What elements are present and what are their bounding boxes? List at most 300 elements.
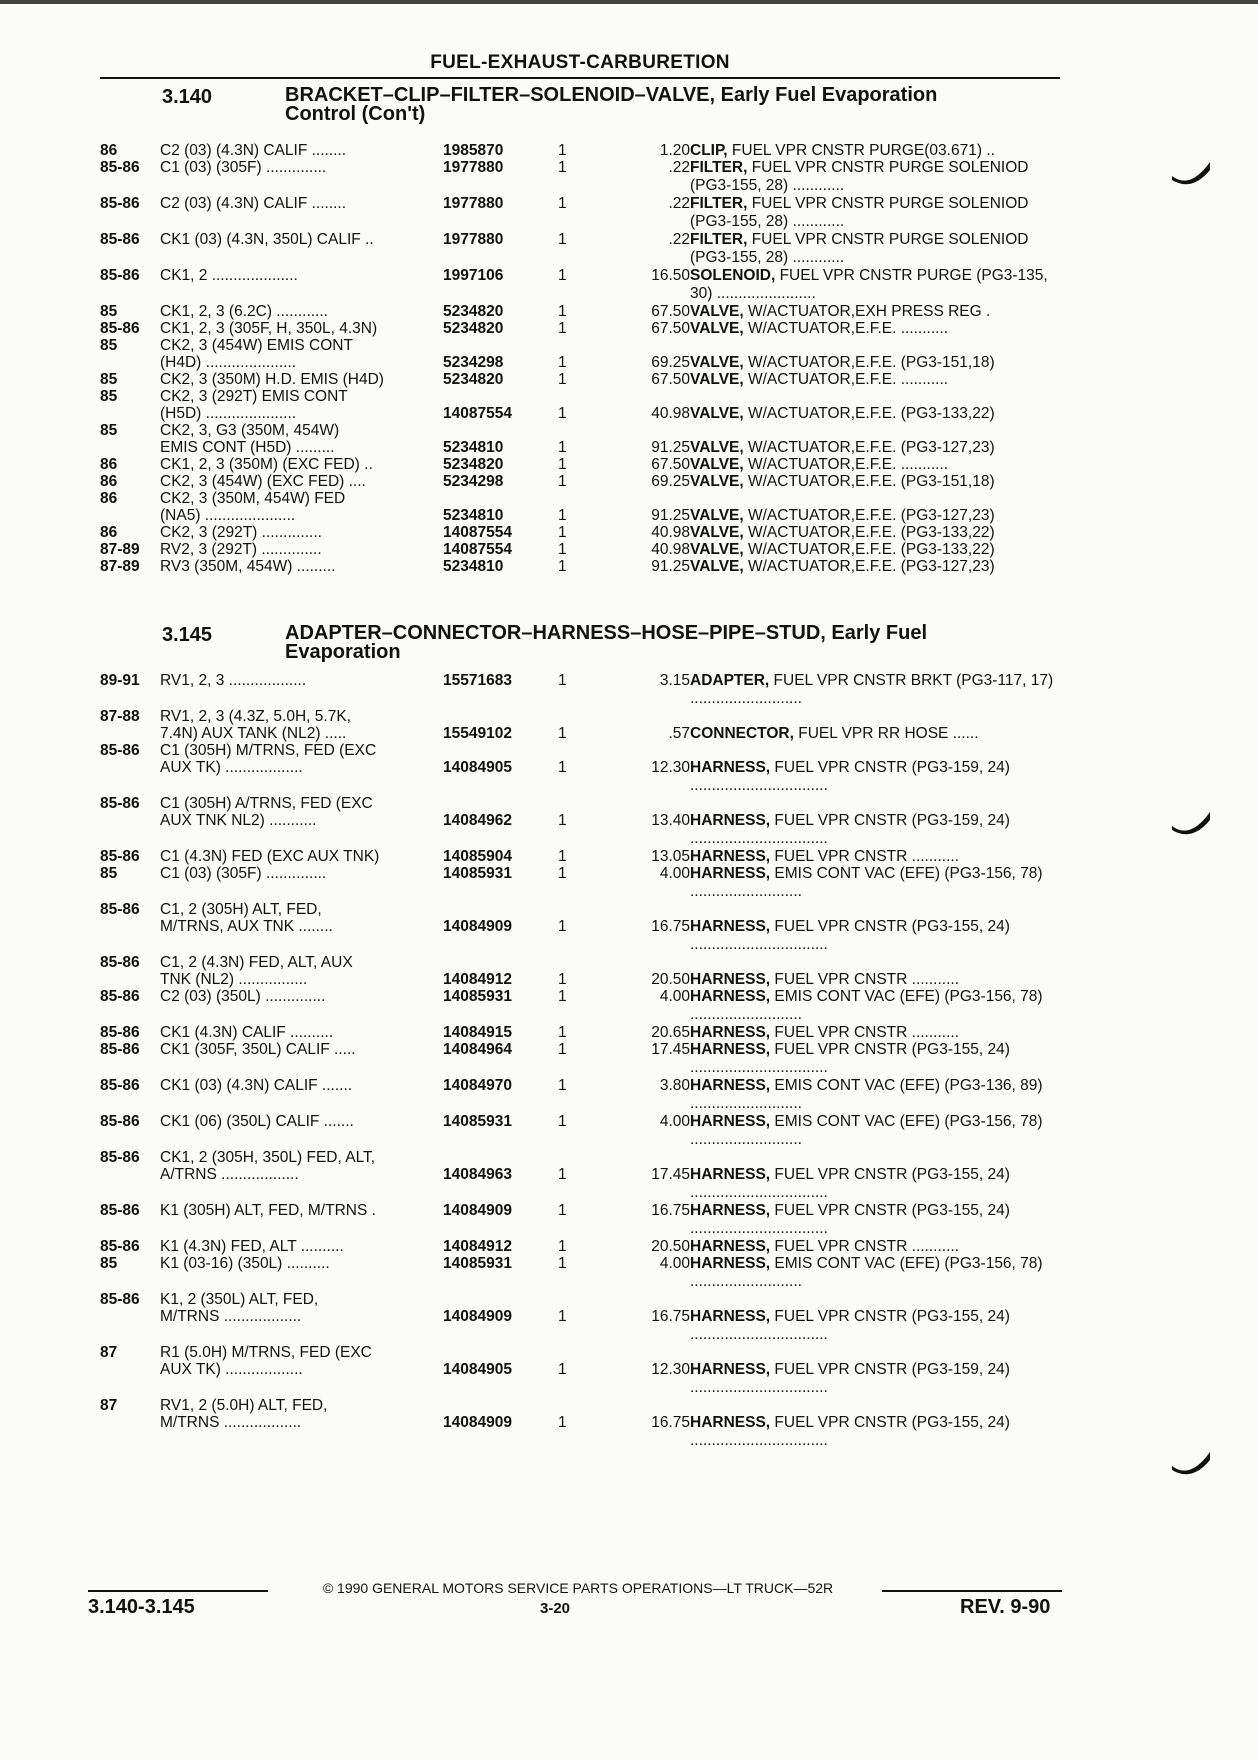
part-name-cell	[690, 1202, 1060, 1238]
part-name-detail: W/ACTUATOR,EXH PRESS REG .	[743, 303, 991, 320]
part-name-detail: FUEL VPR CNSTR (PG3-155, 24) ................................	[690, 1166, 1010, 1201]
model-description-cell: CK1 (4.3N) CALIF ..........	[160, 1024, 334, 1041]
model-description-cell: C1 (305H) M/TRNS, FED (EXC	[160, 742, 377, 759]
part-name-keyword: FILTER,	[690, 159, 748, 176]
part-name-keyword: HARNESS,	[690, 1361, 771, 1378]
part-row	[100, 971, 1060, 988]
part-name-cell	[690, 439, 1060, 457]
part-row	[100, 795, 1060, 812]
quantity-cell: 1	[558, 524, 567, 541]
model-description-cell: CK1 (305F, 350L) CALIF .....	[160, 1041, 356, 1058]
model-description-cell: RV1, 2 (5.0H) ALT, FED,	[160, 1397, 328, 1414]
part-name-keyword: HARNESS,	[690, 812, 771, 829]
model-description-cell: 7.4N) AUX TANK (NL2) .....	[160, 725, 347, 742]
part-number-cell: 5234820	[443, 320, 504, 337]
price-cell: 20.65	[651, 1024, 690, 1041]
part-number-cell: 14084970	[443, 1077, 512, 1094]
part-name-keyword: CONNECTOR,	[690, 725, 794, 742]
section-number: 3.145	[162, 624, 213, 646]
year-cell: 87-89	[100, 558, 140, 575]
year-cell: 85	[100, 388, 118, 405]
part-name-detail: W/ACTUATOR,E.F.E. ...........	[743, 371, 949, 388]
part-row	[100, 142, 1060, 159]
part-number-cell: 15571683	[443, 672, 512, 689]
part-name-cell	[690, 159, 1060, 195]
part-row	[100, 439, 1060, 456]
model-description-cell: C1, 2 (4.3N) FED, ALT, AUX	[160, 954, 353, 971]
part-name-keyword: HARNESS,	[690, 865, 771, 882]
part-number-cell: 14085904	[443, 848, 512, 865]
part-name-detail: FUEL VPR CNSTR (PG3-155, 24) ................................	[690, 1414, 1010, 1449]
part-name-detail: W/ACTUATOR,E.F.E. (PG3-127,23)	[743, 507, 995, 524]
part-row	[100, 405, 1060, 422]
part-name-cell	[690, 371, 1060, 389]
price-cell: 67.50	[651, 303, 690, 320]
model-description-cell: AUX TK) ..................	[160, 1361, 303, 1378]
part-number-cell: 1985870	[443, 142, 504, 159]
part-name-cell	[690, 672, 1060, 708]
binder-ring-mark-icon	[1170, 160, 1212, 190]
part-name-cell	[690, 456, 1060, 474]
model-description-cell: RV1, 2, 3 (4.3Z, 5.0H, 5.7K,	[160, 708, 351, 725]
part-row	[100, 1024, 1060, 1041]
part-name-keyword: HARNESS,	[690, 1113, 771, 1130]
quantity-cell: 1	[558, 1308, 567, 1325]
quantity-cell: 1	[558, 971, 567, 988]
part-name-keyword: ADAPTER,	[690, 672, 770, 689]
price-cell: 20.50	[651, 1238, 690, 1255]
part-name-cell	[690, 759, 1060, 795]
part-name-cell	[690, 1041, 1060, 1077]
price-cell: 17.45	[651, 1166, 690, 1183]
part-name-keyword: HARNESS,	[690, 1024, 771, 1041]
part-number-cell: 5234810	[443, 558, 504, 575]
part-name-detail: FUEL VPR CNSTR (PG3-155, 24) ................................	[690, 918, 1010, 953]
price-cell: 67.50	[651, 320, 690, 337]
part-name-detail: FUEL VPR CNSTR PURGE SOLENIOD (PG3-155, 28) ............	[690, 231, 1029, 266]
year-cell: 85	[100, 303, 118, 320]
quantity-cell: 1	[558, 507, 567, 524]
quantity-cell: 1	[558, 558, 567, 575]
section-title	[285, 86, 1045, 124]
footer-page-number: 3-20	[540, 1600, 571, 1617]
part-name-detail: FUEL VPR CNSTR (PG3-155, 24) ................................	[690, 1308, 1010, 1343]
quantity-cell: 1	[558, 354, 567, 371]
part-row	[100, 708, 1060, 725]
footer-rule-left	[88, 1590, 268, 1592]
part-row	[100, 1414, 1060, 1450]
part-name-cell	[690, 142, 1060, 160]
part-name-detail: FUEL VPR CNSTR ...........	[770, 1238, 960, 1255]
part-name-cell	[690, 1255, 1060, 1291]
top-border	[0, 0, 1258, 4]
part-name-cell	[690, 267, 1060, 303]
model-description-cell: CK2, 3 (350M) H.D. EMIS (H4D)	[160, 371, 384, 388]
part-name-keyword: HARNESS,	[690, 1166, 771, 1183]
year-cell: 85-86	[100, 267, 140, 284]
price-cell: 4.00	[659, 988, 690, 1005]
part-number-cell: 5234810	[443, 439, 504, 456]
part-name-keyword: SOLENOID,	[690, 267, 776, 284]
quantity-cell: 1	[558, 195, 567, 212]
section-title-line2: Evaporation	[285, 641, 401, 663]
model-description-cell: K1 (305H) ALT, FED, M/TRNS .	[160, 1202, 376, 1219]
part-name-cell	[690, 725, 1060, 743]
part-name-detail: FUEL VPR CNSTR BRKT (PG3-117, 17) ..........................	[690, 672, 1054, 707]
year-cell: 85-86	[100, 1041, 140, 1058]
part-row	[100, 848, 1060, 865]
part-row	[100, 320, 1060, 337]
model-description-cell: CK2, 3 (454W) (EXC FED) ....	[160, 473, 366, 490]
part-name-keyword: HARNESS,	[690, 971, 771, 988]
year-cell: 89-91	[100, 672, 140, 689]
part-number-cell: 5234810	[443, 507, 504, 524]
quantity-cell: 1	[558, 456, 567, 473]
year-cell: 85-86	[100, 1291, 140, 1308]
price-cell: 16.75	[651, 1202, 690, 1219]
part-row	[100, 1149, 1060, 1166]
quantity-cell: 1	[558, 918, 567, 935]
part-number-cell: 14085931	[443, 1255, 512, 1272]
model-description-cell: CK1 (06) (350L) CALIF .......	[160, 1113, 354, 1130]
part-number-cell: 5234298	[443, 473, 504, 490]
part-row	[100, 1344, 1060, 1361]
footer-section-range: 3.140-3.145	[88, 1596, 195, 1618]
quantity-cell: 1	[558, 320, 567, 337]
price-cell: 4.00	[659, 865, 690, 882]
part-name-keyword: HARNESS,	[690, 1414, 771, 1431]
part-name-cell	[690, 405, 1060, 423]
price-cell: 16.75	[651, 1308, 690, 1325]
footer-copyright: © 1990 GENERAL MOTORS SERVICE PARTS OPERATIONS—LT TRUCK—52R	[322, 1580, 834, 1596]
quantity-cell: 1	[558, 812, 567, 829]
year-cell: 87-89	[100, 541, 140, 558]
part-name-cell	[690, 988, 1060, 1024]
part-number-cell: 14085931	[443, 1113, 512, 1130]
model-description-cell: A/TRNS ..................	[160, 1166, 299, 1183]
part-row	[100, 1361, 1060, 1397]
year-cell: 85-86	[100, 1149, 140, 1166]
section-3-145-rows	[100, 672, 1060, 1450]
quantity-cell: 1	[558, 303, 567, 320]
part-name-detail: EMIS CONT VAC (EFE) (PG3-156, 78) ..........................	[690, 1255, 1043, 1290]
part-row	[100, 159, 1060, 195]
model-description-cell: M/TRNS ..................	[160, 1308, 302, 1325]
part-name-keyword: VALVE,	[690, 303, 744, 320]
part-name-keyword: VALVE,	[690, 371, 744, 388]
part-row	[100, 558, 1060, 575]
part-name-keyword: HARNESS,	[690, 988, 771, 1005]
part-name-cell	[690, 507, 1060, 525]
part-name-keyword: VALVE,	[690, 320, 744, 337]
year-cell: 85-86	[100, 1238, 140, 1255]
footer-rule-right	[882, 1590, 1062, 1592]
section-title-line2: Control (Con't)	[285, 103, 426, 125]
quantity-cell: 1	[558, 1166, 567, 1183]
part-number-cell: 14084912	[443, 971, 512, 988]
quantity-cell: 1	[558, 759, 567, 776]
year-cell: 85-86	[100, 159, 140, 176]
quantity-cell: 1	[558, 1202, 567, 1219]
year-cell: 85-86	[100, 988, 140, 1005]
part-name-keyword: VALVE,	[690, 541, 744, 558]
model-description-cell: C1 (03) (305F) ..............	[160, 159, 327, 176]
price-cell: 40.98	[651, 524, 690, 541]
part-name-keyword: CLIP,	[690, 142, 728, 159]
quantity-cell: 1	[558, 865, 567, 882]
quantity-cell: 1	[558, 1113, 567, 1130]
price-cell: 13.40	[651, 812, 690, 829]
part-name-cell	[690, 541, 1060, 559]
price-cell: 17.45	[651, 1041, 690, 1058]
price-cell: 91.25	[651, 507, 690, 524]
model-description-cell: AUX TNK NL2) ...........	[160, 812, 317, 829]
model-description-cell: C1 (4.3N) FED (EXC AUX TNK)	[160, 848, 380, 865]
part-name-detail: FUEL VPR CNSTR ...........	[770, 971, 960, 988]
footer-revision: REV. 9-90	[960, 1596, 1051, 1618]
price-cell: 67.50	[651, 371, 690, 388]
part-name-detail: FUEL VPR CNSTR (PG3-159, 24) ................................	[690, 1361, 1010, 1396]
part-row	[100, 354, 1060, 371]
part-row	[100, 1238, 1060, 1255]
part-number-cell: 14084962	[443, 812, 512, 829]
model-description-cell: CK2, 3 (292T) EMIS CONT	[160, 388, 348, 405]
part-number-cell: 14084909	[443, 1308, 512, 1325]
part-name-cell	[690, 320, 1060, 338]
part-name-keyword: HARNESS,	[690, 1255, 771, 1272]
price-cell: 3.80	[659, 1077, 690, 1094]
year-cell: 85-86	[100, 1024, 140, 1041]
part-number-cell: 14084963	[443, 1166, 512, 1183]
part-number-cell: 14084905	[443, 759, 512, 776]
part-name-detail: EMIS CONT VAC (EFE) (PG3-156, 78) ..........................	[690, 988, 1043, 1023]
part-name-detail: FUEL VPR CNSTR (PG3-155, 24) ................................	[690, 1202, 1010, 1237]
part-name-keyword: HARNESS,	[690, 1077, 771, 1094]
part-number-cell: 5234820	[443, 456, 504, 473]
model-description-cell: CK1, 2, 3 (350M) (EXC FED) ..	[160, 456, 373, 473]
part-row	[100, 371, 1060, 388]
part-number-cell: 1977880	[443, 195, 504, 212]
part-name-keyword: HARNESS,	[690, 1238, 771, 1255]
page-header: FUEL-EXHAUST-CARBURETION	[430, 52, 730, 73]
model-description-cell: TNK (NL2) ................	[160, 971, 308, 988]
part-number-cell: 5234820	[443, 371, 504, 388]
part-row	[100, 725, 1060, 742]
part-number-cell: 14084905	[443, 1361, 512, 1378]
model-description-cell: CK1 (03) (4.3N) CALIF .......	[160, 1077, 353, 1094]
price-cell: 40.98	[651, 541, 690, 558]
year-cell: 86	[100, 490, 118, 507]
model-description-cell: C2 (03) (4.3N) CALIF ........	[160, 142, 347, 159]
year-cell: 85-86	[100, 848, 140, 865]
part-row	[100, 231, 1060, 267]
year-cell: 85-86	[100, 954, 140, 971]
year-cell: 87-88	[100, 708, 140, 725]
part-name-cell	[690, 865, 1060, 901]
price-cell: .57	[668, 725, 690, 742]
quantity-cell: 1	[558, 988, 567, 1005]
quantity-cell: 1	[558, 1077, 567, 1094]
part-name-detail: FUEL VPR CNSTR PURGE SOLENIOD (PG3-155, 28) ............	[690, 195, 1029, 230]
part-row	[100, 812, 1060, 848]
price-cell: 67.50	[651, 456, 690, 473]
part-name-detail: FUEL VPR CNSTR ...........	[770, 848, 960, 865]
part-row	[100, 672, 1060, 708]
part-row	[100, 1255, 1060, 1291]
part-row	[100, 865, 1060, 901]
part-name-keyword: VALVE,	[690, 473, 744, 490]
year-cell: 87	[100, 1344, 118, 1361]
part-name-keyword: HARNESS,	[690, 759, 771, 776]
model-description-cell: R1 (5.0H) M/TRNS, FED (EXC	[160, 1344, 372, 1361]
section-title-line1: BRACKET–CLIP–FILTER–SOLENOID–VALVE, Early Fuel Evaporation	[285, 84, 938, 106]
year-cell: 85-86	[100, 231, 140, 248]
part-name-detail: FUEL VPR CNSTR PURGE (PG3-135, 30) .......................	[690, 267, 1048, 302]
quantity-cell: 1	[558, 672, 567, 689]
part-name-detail: EMIS CONT VAC (EFE) (PG3-156, 78) ..........................	[690, 865, 1043, 900]
model-description-cell: CK2, 3 (350M, 454W) FED	[160, 490, 346, 507]
model-description-cell: C2 (03) (350L) ..............	[160, 988, 326, 1005]
model-description-cell: (NA5) .....................	[160, 507, 296, 524]
model-description-cell: K1 (03-16) (350L) ..........	[160, 1255, 330, 1272]
part-name-detail: W/ACTUATOR,E.F.E. (PG3-127,23)	[743, 439, 995, 456]
part-name-keyword: HARNESS,	[690, 848, 771, 865]
model-description-cell: AUX TK) ..................	[160, 759, 303, 776]
model-description-cell: CK2, 3 (292T) ..............	[160, 524, 322, 541]
part-row	[100, 1077, 1060, 1113]
part-row	[100, 303, 1060, 320]
model-description-cell: CK2, 3, G3 (350M, 454W)	[160, 422, 340, 439]
part-name-cell	[690, 558, 1060, 576]
quantity-cell: 1	[558, 159, 567, 176]
year-cell: 86	[100, 524, 118, 541]
part-row	[100, 1041, 1060, 1077]
part-row	[100, 742, 1060, 759]
quantity-cell: 1	[558, 371, 567, 388]
part-name-cell	[690, 971, 1060, 989]
model-description-cell: CK1, 2, 3 (305F, H, 350L, 4.3N)	[160, 320, 378, 337]
part-row	[100, 1202, 1060, 1238]
model-description-cell: M/TRNS, AUX TNK ........	[160, 918, 333, 935]
part-name-cell	[690, 1024, 1060, 1042]
part-name-cell	[690, 473, 1060, 491]
part-name-keyword: HARNESS,	[690, 1308, 771, 1325]
part-name-detail: FUEL VPR CNSTR (PG3-159, 24) ................................	[690, 812, 1010, 847]
part-name-keyword: FILTER,	[690, 195, 748, 212]
part-name-cell	[690, 1077, 1060, 1113]
year-cell: 85-86	[100, 195, 140, 212]
quantity-cell: 1	[558, 1024, 567, 1041]
part-name-keyword: FILTER,	[690, 231, 748, 248]
part-name-keyword: HARNESS,	[690, 1041, 771, 1058]
part-name-cell	[690, 1414, 1060, 1450]
part-row	[100, 524, 1060, 541]
price-cell: 69.25	[651, 473, 690, 490]
model-description-cell: CK2, 3 (454W) EMIS CONT	[160, 337, 353, 354]
part-name-keyword: VALVE,	[690, 439, 744, 456]
part-name-keyword: VALVE,	[690, 456, 744, 473]
part-number-cell: 5234820	[443, 303, 504, 320]
quantity-cell: 1	[558, 541, 567, 558]
price-cell: 16.75	[651, 1414, 690, 1431]
quantity-cell: 1	[558, 439, 567, 456]
model-description-cell: C1, 2 (305H) ALT, FED,	[160, 901, 322, 918]
quantity-cell: 1	[558, 231, 567, 248]
year-cell: 86	[100, 142, 118, 159]
price-cell: .22	[668, 195, 690, 212]
section-number: 3.140	[162, 86, 213, 108]
part-name-cell	[690, 1113, 1060, 1149]
part-row	[100, 1308, 1060, 1344]
year-cell: 85-86	[100, 795, 140, 812]
part-row	[100, 1166, 1060, 1202]
part-name-detail: EMIS CONT VAC (EFE) (PG3-156, 78) ..........................	[690, 1113, 1043, 1148]
price-cell: 91.25	[651, 558, 690, 575]
part-name-detail: EMIS CONT VAC (EFE) (PG3-136, 89) ..........................	[690, 1077, 1043, 1112]
quantity-cell: 1	[558, 473, 567, 490]
price-cell: 20.50	[651, 971, 690, 988]
model-description-cell: K1 (4.3N) FED, ALT ..........	[160, 1238, 344, 1255]
year-cell: 85-86	[100, 742, 140, 759]
part-name-cell	[690, 195, 1060, 231]
model-description-cell: CK1, 2, 3 (6.2C) ............	[160, 303, 328, 320]
model-description-cell: K1, 2 (350L) ALT, FED,	[160, 1291, 319, 1308]
header-rule	[100, 77, 1060, 79]
part-name-cell	[690, 848, 1060, 866]
year-cell: 85-86	[100, 1202, 140, 1219]
part-name-detail: FUEL VPR CNSTR PURGE(03.671) ..	[727, 142, 995, 159]
price-cell: 4.00	[659, 1255, 690, 1272]
part-number-cell: 5234298	[443, 354, 504, 371]
price-cell: 12.30	[651, 759, 690, 776]
part-name-detail: W/ACTUATOR,E.F.E. (PG3-133,22)	[743, 405, 995, 422]
part-row	[100, 1113, 1060, 1149]
model-description-cell: CK1, 2 ....................	[160, 267, 298, 284]
quantity-cell: 1	[558, 267, 567, 284]
price-cell: 40.98	[651, 405, 690, 422]
part-number-cell: 14084909	[443, 918, 512, 935]
year-cell: 86	[100, 456, 118, 473]
part-name-detail: W/ACTUATOR,E.F.E. (PG3-127,23)	[743, 558, 995, 575]
part-name-detail: FUEL VPR CNSTR PURGE SOLENIOD (PG3-155, 28) ............	[690, 159, 1029, 194]
model-description-cell: (H5D) .....................	[160, 405, 297, 422]
model-description-cell: C2 (03) (4.3N) CALIF ........	[160, 195, 347, 212]
model-description-cell: C1 (305H) A/TRNS, FED (EXC	[160, 795, 373, 812]
part-row	[100, 901, 1060, 918]
price-cell: .22	[668, 159, 690, 176]
part-number-cell: 15549102	[443, 725, 512, 742]
part-number-cell: 14084912	[443, 1238, 512, 1255]
part-number-cell: 14084909	[443, 1202, 512, 1219]
price-cell: 3.15	[659, 672, 690, 689]
model-description-cell: RV1, 2, 3 ..................	[160, 672, 307, 689]
part-row	[100, 195, 1060, 231]
price-cell: 13.05	[651, 848, 690, 865]
part-name-keyword: HARNESS,	[690, 918, 771, 935]
year-cell: 85-86	[100, 1077, 140, 1094]
part-name-detail: W/ACTUATOR,E.F.E. (PG3-133,22)	[743, 541, 995, 558]
part-row	[100, 422, 1060, 439]
model-description-cell: CK1, 2 (305H, 350L) FED, ALT,	[160, 1149, 376, 1166]
part-number-cell: 14087554	[443, 524, 512, 541]
part-name-cell	[690, 1238, 1060, 1256]
part-name-keyword: VALVE,	[690, 354, 744, 371]
part-name-cell	[690, 812, 1060, 848]
part-name-detail: FUEL VPR CNSTR (PG3-159, 24) ................................	[690, 759, 1010, 794]
part-name-detail: FUEL VPR CNSTR (PG3-155, 24) ................................	[690, 1041, 1010, 1076]
year-cell: 85-86	[100, 901, 140, 918]
model-description-cell: CK1 (03) (4.3N, 350L) CALIF ..	[160, 231, 374, 248]
